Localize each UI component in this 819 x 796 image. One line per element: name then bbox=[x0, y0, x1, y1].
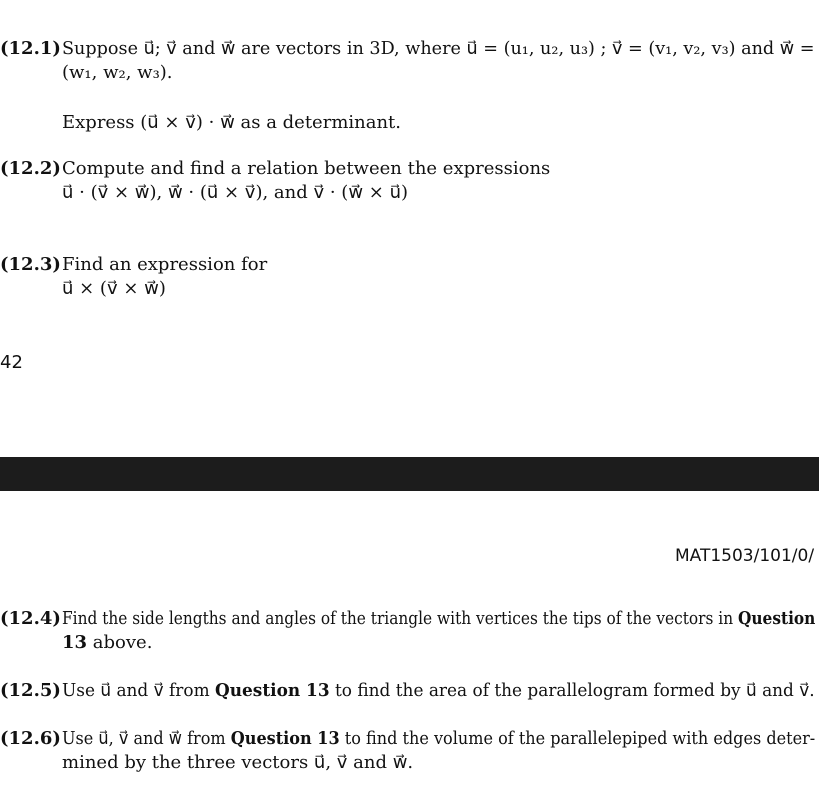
question-12-2-text-line2: u⃗ · (v⃗ × w⃗), w⃗ · (u⃗ × v⃗), and v⃗ · (w⃗ × u⃗) bbox=[62, 182, 409, 203]
question-12-1-text-line3: Express (u⃗ × v⃗) · w⃗ as a determinant. bbox=[62, 112, 402, 133]
question-12-4-ref-bold: Question bbox=[737, 608, 816, 629]
question-12-4-text-line2 bbox=[62, 632, 152, 653]
question-12-6-text-line2: mined by the three vectors u⃗, v⃗ and w⃗. bbox=[62, 752, 414, 773]
question-12-5-text-a: Use u⃗ and v⃗ from bbox=[62, 680, 215, 701]
question-12-3-text-line1: Find an expression for bbox=[62, 254, 268, 275]
question-label-12-5: (12.5) bbox=[0, 680, 61, 701]
question-label-12-2: (12.2) bbox=[0, 158, 61, 179]
question-12-4-text-line1 bbox=[62, 608, 815, 629]
question-12-4-text-b: above. bbox=[87, 632, 153, 653]
question-12-4-text-a: Find the side lengths and angles of the triangle with vertices the tips of the vectors in bbox=[62, 608, 738, 629]
question-12-6-text-line1 bbox=[62, 728, 815, 749]
question-label-12-1: (12.1) bbox=[0, 38, 61, 59]
question-12-3-text-line2: u⃗ × (v⃗ × w⃗) bbox=[62, 278, 166, 299]
course-code-header: MAT1503/101/0/ bbox=[675, 546, 815, 566]
question-12-5-text-line1 bbox=[62, 680, 815, 701]
page-number: 42 bbox=[0, 352, 23, 373]
question-12-5-ref-bold: Question 13 bbox=[214, 680, 330, 701]
question-label-12-4: (12.4) bbox=[0, 608, 61, 629]
question-label-12-3: (12.3) bbox=[0, 254, 61, 275]
question-12-5-text-b: to find the area of the parallelogram formed by u⃗ and v⃗. bbox=[329, 680, 815, 701]
question-12-6-ref-bold: Question 13 bbox=[230, 728, 340, 749]
question-label-12-6: (12.6) bbox=[0, 728, 61, 749]
question-12-4-ref-number: 13 bbox=[62, 632, 88, 653]
question-12-2-text-line1: Compute and find a relation between the expressions bbox=[62, 158, 551, 179]
page-break-band bbox=[0, 457, 819, 491]
question-12-6-text-a: Use u⃗, v⃗ and w⃗ from bbox=[62, 728, 231, 749]
question-12-1-text-line2: (w₁, w₂, w₃). bbox=[62, 62, 173, 83]
question-12-6-text-b: to find the volume of the parallelepiped with edges deter- bbox=[339, 728, 816, 749]
question-12-1-text-line1: Suppose u⃗; v⃗ and w⃗ are vectors in 3D, where u⃗ = (u₁, u₂, u₃) ; v⃗ = (v₁, v₂, v₃) and w⃗ = bbox=[62, 38, 815, 59]
